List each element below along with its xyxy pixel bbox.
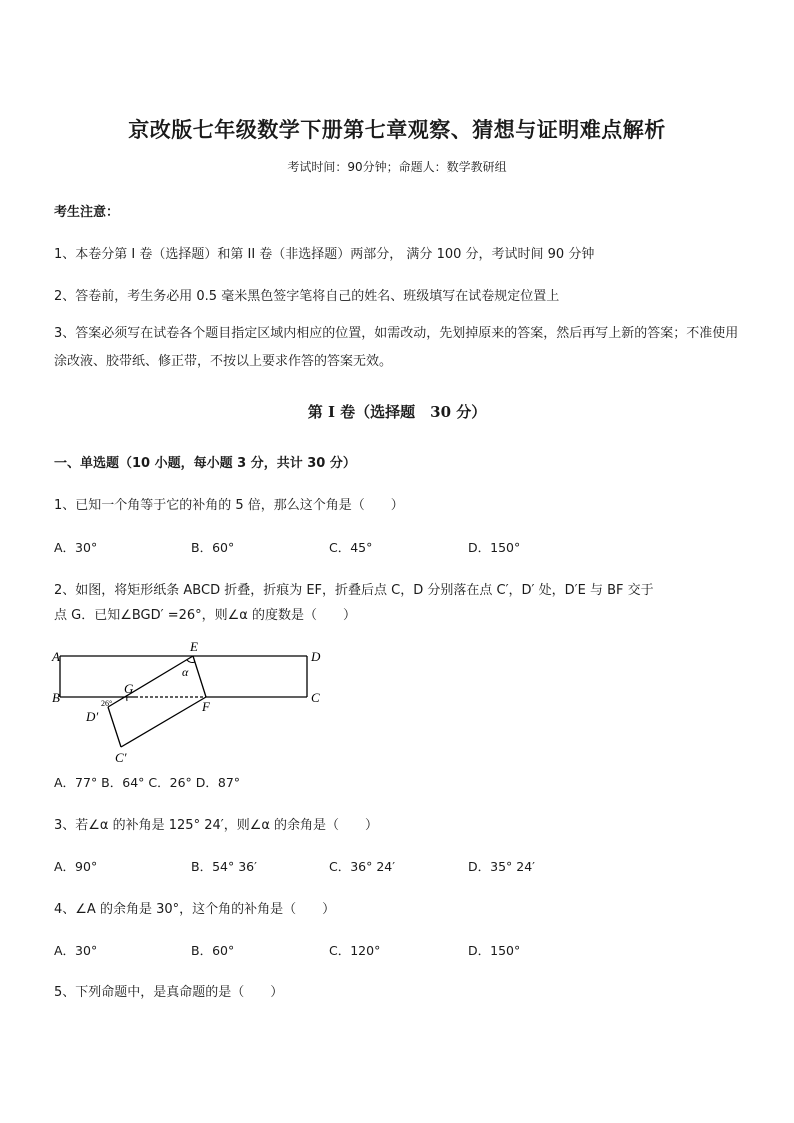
q4-option-c: C．120° bbox=[329, 943, 381, 958]
q1-option-b: B．60° bbox=[191, 540, 235, 555]
q4-option-d: D．150° bbox=[468, 943, 521, 958]
q3-option-a: A．90° bbox=[54, 859, 98, 874]
label-f: F bbox=[202, 699, 210, 714]
question-1-stem: 1、已知一个角等于它的补角的 5 倍，那么这个角是（ ） bbox=[54, 498, 404, 513]
edge-d-prime-c-prime bbox=[108, 707, 121, 747]
q1-option-d: D．150° bbox=[468, 540, 521, 555]
q1-option-a: A．30° bbox=[54, 540, 98, 555]
label-alpha: α bbox=[182, 665, 189, 679]
question-2-stem-line1: 2、如图，将矩形纸条 ABCD 折叠，折痕为 EF，折叠后点 C，D 分别落在点 C′，D′ 处，D′E 与 BF 交于 bbox=[54, 583, 654, 598]
notice-item-3: 3、答案必须写在试卷各个题目指定区域内相应的位置，如需改动，先划掉原来的答案，然后再写上新的答案；不准使用涂改液、胶带纸、修正带，不按以上要求作答的答案无效。 bbox=[54, 326, 739, 369]
page-title: 京改版七年级数学下册第七章观察、猜想与证明难点解析 bbox=[128, 117, 666, 142]
label-a: A bbox=[52, 649, 60, 664]
q2-options: A．77° B．64° C．26° D．87° bbox=[54, 775, 241, 790]
label-d-prime: D′ bbox=[86, 709, 99, 724]
folded-rectangle-figure bbox=[48, 640, 338, 770]
q3-option-d: D．35° 24′ bbox=[468, 859, 535, 874]
notice-item-2: 2、答卷前，考生务必用 0.5 毫米黑色签字笔将自己的姓名、班级填写在试卷规定位置上 bbox=[54, 289, 560, 304]
part-heading: 一、单选题（10 小题，每小题 3 分，共计 30 分） bbox=[54, 456, 356, 471]
label-e: E bbox=[190, 640, 198, 654]
question-2-stem-line2: 点 G．已知∠BGD′ =26°，则∠α 的度数是（ ） bbox=[54, 608, 357, 623]
q1-option-c: C．45° bbox=[329, 540, 373, 555]
label-b: B bbox=[52, 690, 60, 705]
notice-item-1: 1、本卷分第 I 卷（选择题）和第 II 卷（非选择题）两部分， 满分 100 分，考试时间 90 分钟 bbox=[54, 247, 595, 262]
label-d: D bbox=[311, 649, 321, 664]
q4-option-b: B．60° bbox=[191, 943, 235, 958]
edge-c-prime-f bbox=[121, 697, 206, 747]
label-g: G bbox=[124, 681, 134, 696]
notice-heading: 考生注意： bbox=[54, 205, 120, 220]
question-3-stem: 3、若∠α 的补角是 125° 24′，则∠α 的余角是（ ） bbox=[54, 818, 379, 833]
label-c: C bbox=[311, 690, 320, 705]
edge-ed-prime bbox=[108, 656, 193, 707]
question-4-stem: 4、∠A 的余角是 30°，这个角的补角是（ ） bbox=[54, 902, 336, 917]
exam-subtitle: 考试时间：90分钟；命题人：数学教研组 bbox=[287, 160, 507, 174]
q4-option-a: A．30° bbox=[54, 943, 98, 958]
question-5-stem: 5、下列命题中，是真命题的是（ ） bbox=[54, 985, 284, 1000]
label-angle-26: 26° bbox=[101, 699, 113, 708]
q3-option-b: B．54° 36′ bbox=[191, 859, 257, 874]
section-title: 第 I 卷（选择题 30 分） bbox=[307, 403, 487, 421]
q3-option-c: C．36° 24′ bbox=[329, 859, 396, 874]
label-c-prime: C′ bbox=[115, 750, 127, 765]
